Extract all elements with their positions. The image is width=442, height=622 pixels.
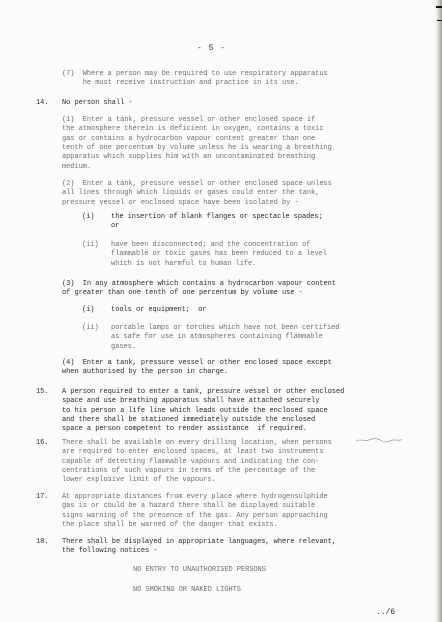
s14_2-line: pressure vessel or enclosed space have been isolated by - (62, 198, 299, 207)
s16-line: capable of detecting flammable vapours and indicating the con- (62, 457, 320, 466)
s15-line: space a person competent to render assistance if required. (62, 425, 307, 434)
s14_2_i-line: (i) the insertion of blank flanges or spectacle spades; (82, 213, 323, 221)
s18-line: There shall be displayed in appropriate languages, where relevant, (62, 538, 336, 546)
s14_2_i-line: or (82, 222, 120, 231)
s14_2_ii-line: (ii) have been disconnected; and the concentration of (82, 241, 311, 249)
s18-line: the following notices - (62, 547, 158, 556)
s14_3_ii-line: (ii) portable lamps or torches which have not been certified (82, 324, 340, 332)
continued-marker: ../6 (376, 608, 396, 617)
s17-line: gas is or could be a hazard there shall be displayed suitable (62, 502, 316, 511)
s14_3_ii-line: gases. (82, 342, 136, 351)
s14-line: No person shall - (62, 99, 133, 107)
page-edge-shadow (435, 0, 442, 622)
s14_2_ii-line: flammable or toxic gases has been reduced to a level (82, 250, 327, 259)
s15-line: A person required to enter a tank, pressure vessel or other enclosed (62, 388, 345, 396)
p7-line: (7) Where a person may be required to use respiratory apparatus (62, 70, 328, 78)
page-edge-mark (436, 6, 442, 8)
s14_3-line: of greater than one tenth of one percentum by volume use - (62, 289, 303, 298)
page-number: - 5 - (197, 44, 227, 53)
s14_4-line: (4) Enter a tank, pressure vessel or other enclosed space except (62, 359, 332, 367)
s14_1-line: medium. (62, 162, 92, 171)
s15-line: space and use breathing apparatus shall have attached securely (62, 397, 320, 406)
s14_3_ii-line: as safe for use in atmospheres containing flammable (82, 333, 323, 342)
notice1-line: NO ENTRY TO UNAUTHORISED PERSONS (133, 566, 266, 574)
handwritten-scribble (355, 437, 403, 443)
s17-line: signs warning of the presence of the gas. Any person approaching (62, 511, 328, 520)
s14_1-line: tenth of one percentum by volume unless he is wearing a breathing (62, 143, 332, 152)
s14_2-line: all lines through which liquids or gases could enter the tank, (62, 189, 320, 198)
s14_1-line: apparatus which supplies him with an uncontaminated breathing (62, 153, 316, 162)
s14num-line: 14. (36, 99, 49, 107)
s15num-line: 15. (36, 388, 49, 396)
s16num-line: 16. (36, 439, 49, 447)
s15-line: to his person a life line which leads outside the enclosed space (62, 406, 328, 415)
s16-line: There shall be available on every drilling location, when persons (62, 439, 332, 447)
notice2-line: NO SMOKING OR NAKED LIGHTS (133, 586, 241, 594)
s14_2_ii-line: which is not harmful to human life. (82, 259, 257, 268)
s17-line: the place shall be warned of the danger that exists. (62, 520, 278, 529)
s15-line: and there shall be stationed immediately outside the enclosed (62, 415, 316, 424)
s14_3_i-line: (i) tools or equipment; or (82, 306, 207, 314)
s16-line: are required to enter enclosed spaces, at least two instruments (62, 448, 324, 457)
p7-line: he must receive instruction and practice in its use. (62, 79, 299, 88)
s14_3-line: (3) In any atmosphere which contains a hydrocarbon vapour content (62, 280, 336, 288)
page-edge-mark (437, 20, 442, 21)
s14_1-line: the atmosphere therein is deficient in oxygen, contains a toxic (62, 125, 324, 134)
s16-line: lower explosive limit of the vapours. (62, 476, 216, 485)
s14_1-line: gas or contains a hydrocarbon vapour content greater than one (62, 134, 316, 143)
s14_4-line: when authorised by the person in charge. (62, 368, 229, 377)
s17-line: At appropriate distances from every place where hydrogensulphide (62, 493, 328, 501)
s14_1-line: (1) Enter a tank, pressure vessel or other enclosed space if (62, 116, 316, 124)
s17num-line: 17. (36, 493, 49, 501)
s16-line: centrations of such vapours in terms of the percentage of the (62, 466, 316, 475)
s18num-line: 18. (36, 538, 49, 546)
s14_2-line: (2) Enter a tank, pressure vessel or other enclosed space unless (62, 180, 332, 188)
